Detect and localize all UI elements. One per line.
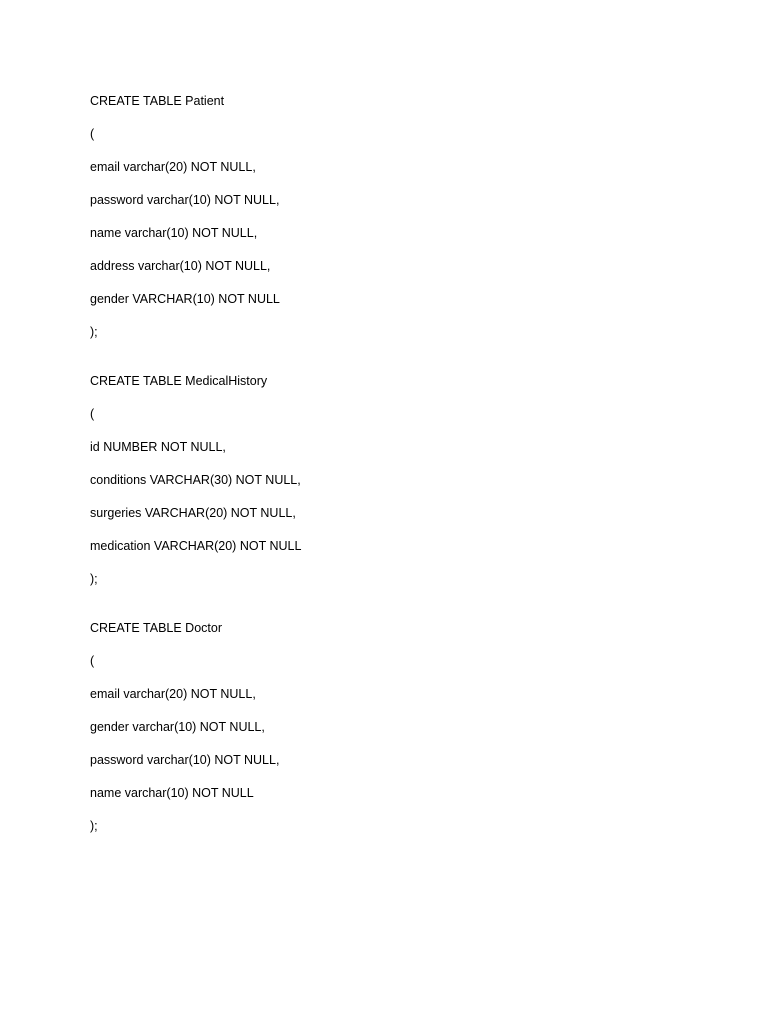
sql-line: ); — [90, 572, 98, 586]
sql-block-medical-history — [90, 373, 690, 588]
sql-block-doctor — [90, 620, 690, 835]
sql-line: password varchar(10) NOT NULL, — [90, 193, 280, 207]
sql-line: address varchar(10) NOT NULL, — [90, 259, 271, 273]
sql-line: name varchar(10) NOT NULL — [90, 786, 254, 800]
sql-line: ); — [90, 819, 98, 833]
sql-line: name varchar(10) NOT NULL, — [90, 226, 258, 240]
sql-line: ( — [90, 654, 95, 668]
sql-line: medication VARCHAR(20) NOT NULL — [90, 539, 302, 553]
sql-line: email varchar(20) NOT NULL, — [90, 160, 256, 174]
sql-line: ); — [90, 325, 98, 339]
sql-line: ( — [90, 127, 95, 141]
sql-line: email varchar(20) NOT NULL, — [90, 687, 256, 701]
sql-line: conditions VARCHAR(30) NOT NULL, — [90, 473, 301, 487]
sql-line: password varchar(10) NOT NULL, — [90, 753, 280, 767]
sql-block-patient — [90, 93, 690, 341]
sql-line: id NUMBER NOT NULL, — [90, 440, 226, 454]
sql-line: CREATE TABLE Doctor — [90, 621, 222, 635]
document-page — [90, 93, 690, 851]
sql-line: ( — [90, 407, 95, 421]
sql-line: surgeries VARCHAR(20) NOT NULL, — [90, 506, 296, 520]
sql-line: CREATE TABLE Patient — [90, 94, 225, 108]
sql-line: gender varchar(10) NOT NULL, — [90, 720, 265, 734]
sql-line: gender VARCHAR(10) NOT NULL — [90, 292, 280, 306]
sql-line: CREATE TABLE MedicalHistory — [90, 374, 268, 388]
